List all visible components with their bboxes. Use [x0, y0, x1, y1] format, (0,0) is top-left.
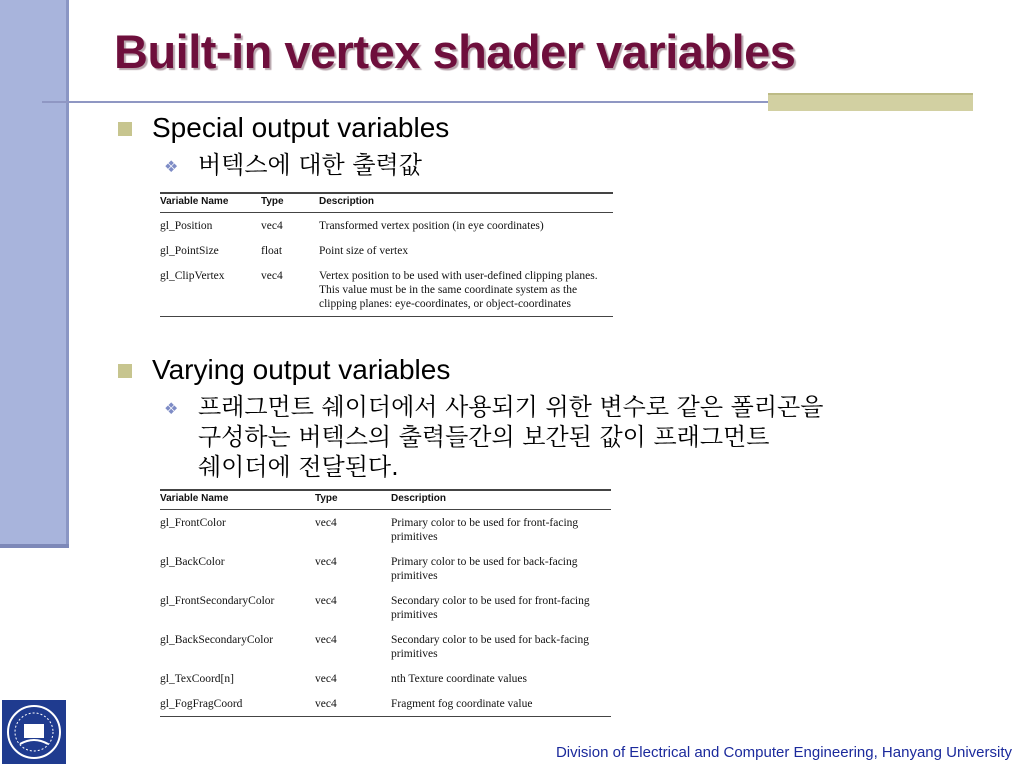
cell-type: vec4 — [315, 517, 337, 529]
cell-name: gl_BackColor — [160, 556, 225, 568]
table-row — [160, 588, 611, 627]
column-header: Type — [261, 193, 319, 213]
cell-type: vec4 — [315, 691, 391, 717]
cell-name: gl_ClipVertex — [160, 263, 261, 317]
table-row — [160, 666, 611, 691]
table-header-row — [160, 193, 613, 213]
diamond-bullet-icon: ❖ — [164, 399, 179, 418]
cell-description: Transformed vertex position (in eye coordinates) — [319, 220, 544, 232]
university-logo — [2, 700, 66, 764]
table-row — [160, 213, 613, 239]
table-row — [160, 263, 613, 317]
square-bullet-icon — [118, 364, 132, 378]
bullet-special-output — [152, 112, 449, 144]
cell-description: Secondary color to be used for front-facing primitives — [391, 595, 590, 621]
cell-name: gl_TexCoord[n] — [160, 673, 234, 685]
cell-name: gl_FrontSecondaryColor — [160, 595, 275, 607]
cell-type: vec4 — [315, 556, 337, 568]
cell-type: vec4 — [315, 634, 337, 646]
square-bullet-icon — [118, 122, 132, 136]
bullet-varying-output — [152, 354, 450, 386]
cell-description: Primary color to be used for back-facing primitives — [391, 556, 578, 582]
column-header: Description — [391, 490, 611, 510]
cell-type: vec4 — [315, 673, 337, 685]
slide-footer: Division of Electrical and Computer Engineering, Hanyang University — [555, 744, 1012, 761]
cell-description: Point size of vertex — [319, 245, 409, 257]
university-logo-icon — [2, 700, 66, 764]
table-row — [160, 238, 613, 263]
table-row — [160, 549, 611, 588]
sub-bullet-line: 프래그먼트 쉐이더에서 사용되기 위한 변수로 같은 폴리곤을 — [198, 393, 824, 421]
cell-type: vec4 — [261, 263, 319, 317]
cell-name: gl_BackSecondaryColor — [160, 634, 274, 646]
table-row — [160, 691, 611, 717]
cell-name: gl_FogFragCoord — [160, 691, 315, 717]
cell-description: Fragment fog coordinate value — [391, 691, 611, 717]
column-header: Variable Name — [160, 193, 261, 213]
title-accent-bar — [768, 93, 973, 111]
column-header: Variable Name — [160, 490, 315, 510]
sub-bullet-varying — [164, 392, 978, 482]
cell-name: gl_Position — [160, 220, 213, 232]
slide-title: Built-in vertex shader variables — [114, 25, 796, 78]
bullet-text: Special output variables — [152, 112, 450, 143]
sub-bullet-special — [164, 150, 422, 180]
cell-type: vec4 — [261, 220, 283, 232]
cell-type: vec4 — [315, 595, 337, 607]
cell-description: nth Texture coordinate values — [391, 673, 527, 685]
cell-name: gl_PointSize — [160, 245, 219, 257]
table-header-row — [160, 490, 611, 510]
cell-description: Vertex position to be used with user-defined clipping planes. This value must be in the same coordinate system as the clipping planes: eye-coordinates, or object-coordinates — [319, 263, 613, 317]
sub-bullet-text: 버텍스에 대한 출력값 — [198, 151, 422, 179]
table-row — [160, 510, 611, 550]
bullet-text: Varying output variables — [152, 354, 451, 385]
column-header: Type — [315, 490, 391, 510]
column-header: Description — [319, 193, 613, 213]
cell-description: Secondary color to be used for back-facing primitives — [391, 634, 589, 660]
cell-description: Primary color to be used for front-facing primitives — [391, 517, 579, 543]
cell-name: gl_FrontColor — [160, 517, 226, 529]
left-decor-bar — [0, 0, 69, 546]
sub-bullet-line: 구성하는 버텍스의 출력들간의 보간된 값이 프래그먼트 — [198, 423, 770, 451]
left-decor-bar-shadow — [0, 544, 69, 548]
cell-type: float — [261, 245, 283, 257]
diamond-bullet-icon: ❖ — [164, 157, 179, 176]
table-row — [160, 627, 611, 666]
sub-bullet-line: 쉐이더에 전달된다. — [198, 453, 399, 481]
special-output-table — [160, 192, 613, 317]
varying-output-table — [160, 489, 611, 717]
